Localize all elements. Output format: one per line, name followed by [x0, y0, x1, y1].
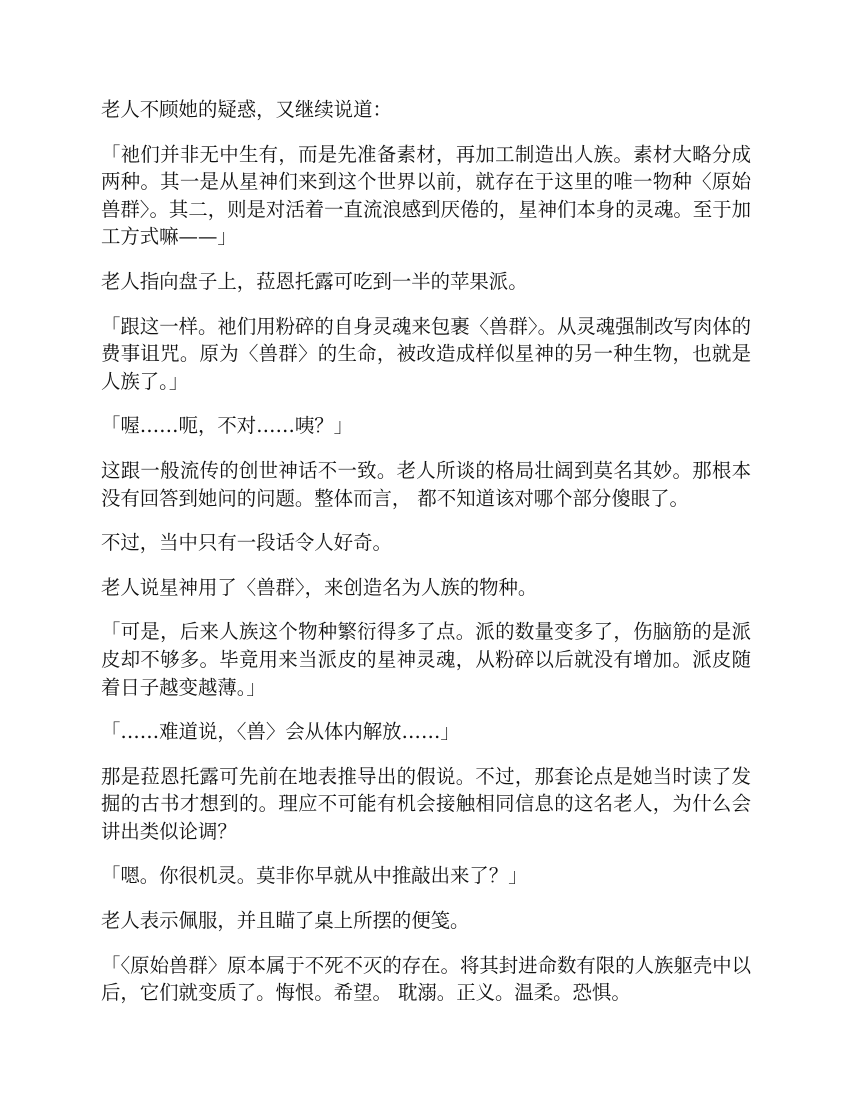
paragraph-11: 那是菈恩托露可先前在地表推导出的假说。不过，那套论点是她当时读了发掘的古书才想到的。理应不可能有机会接触相同信息的这名老人，为什么会讲出类似论调？ — [101, 764, 751, 843]
paragraph-5: 「喔……呃，不对……咦？」 — [101, 414, 354, 438]
paragraph-2: 「祂们并非无中生有，而是先准备素材，再加工制造出人族。素材大略分成两种。其一是从星神们来到这个世界以前，就存在于这里的唯一物种〈原始兽群〉。其二，则是对活着一直流浪感到厌倦的，星神们本身的灵魂。至于加工方式嘛——」 — [101, 142, 751, 249]
paragraph-13: 老人表示佩服，并且瞄了桌上所摆的便笺。 — [101, 909, 470, 933]
paragraph-9: 「可是，后来人族这个物种繁衍得多了点。派的数量变多了，伤脑筋的是派皮却不够多。毕竟用来当派皮的星神灵魂，从粉碎以后就没有增加。派皮随着日子越变越薄。」 — [101, 620, 751, 699]
paragraph-14: 「〈原始兽群〉原本属于不死不灭的存在。将其封进命数有限的人族躯壳中以后，它们就变质了。悔恨。希望。 耽溺。正义。温柔。恐惧。 — [101, 953, 751, 1005]
paragraph-4: 「跟这一样。祂们用粉碎的自身灵魂来包裹〈兽群〉。从灵魂强制改写肉体的费事诅咒。原为〈兽群〉的生命，被改造成样似星神的另一种生物，也就是人族了。」 — [101, 314, 751, 393]
paragraph-6: 这跟一般流传的创世神话不一致。老人所谈的格局壮阔到莫名其妙。那根本没有回答到她问的问题。整体而言， 都不知道该对哪个部分傻眼了。 — [101, 458, 751, 510]
paragraph-10: 「……难道说，〈兽〉会从体内解放……」 — [101, 720, 460, 744]
paragraph-1: 老人不顾她的疑惑，又继续说道： — [101, 98, 392, 121]
paragraph-8: 老人说星神用了〈兽群〉，来创造名为人族的物种。 — [101, 575, 538, 599]
paragraph-3: 老人指向盘子上，菈恩托露可吃到一半的苹果派。 — [101, 269, 528, 293]
paragraph-7: 不过，当中只有一段话令人好奇。 — [101, 531, 392, 555]
paragraph-12: 「嗯。你很机灵。莫非你早就从中推敲出来了？」 — [101, 864, 528, 888]
document-page — [101, 96, 751, 1024]
